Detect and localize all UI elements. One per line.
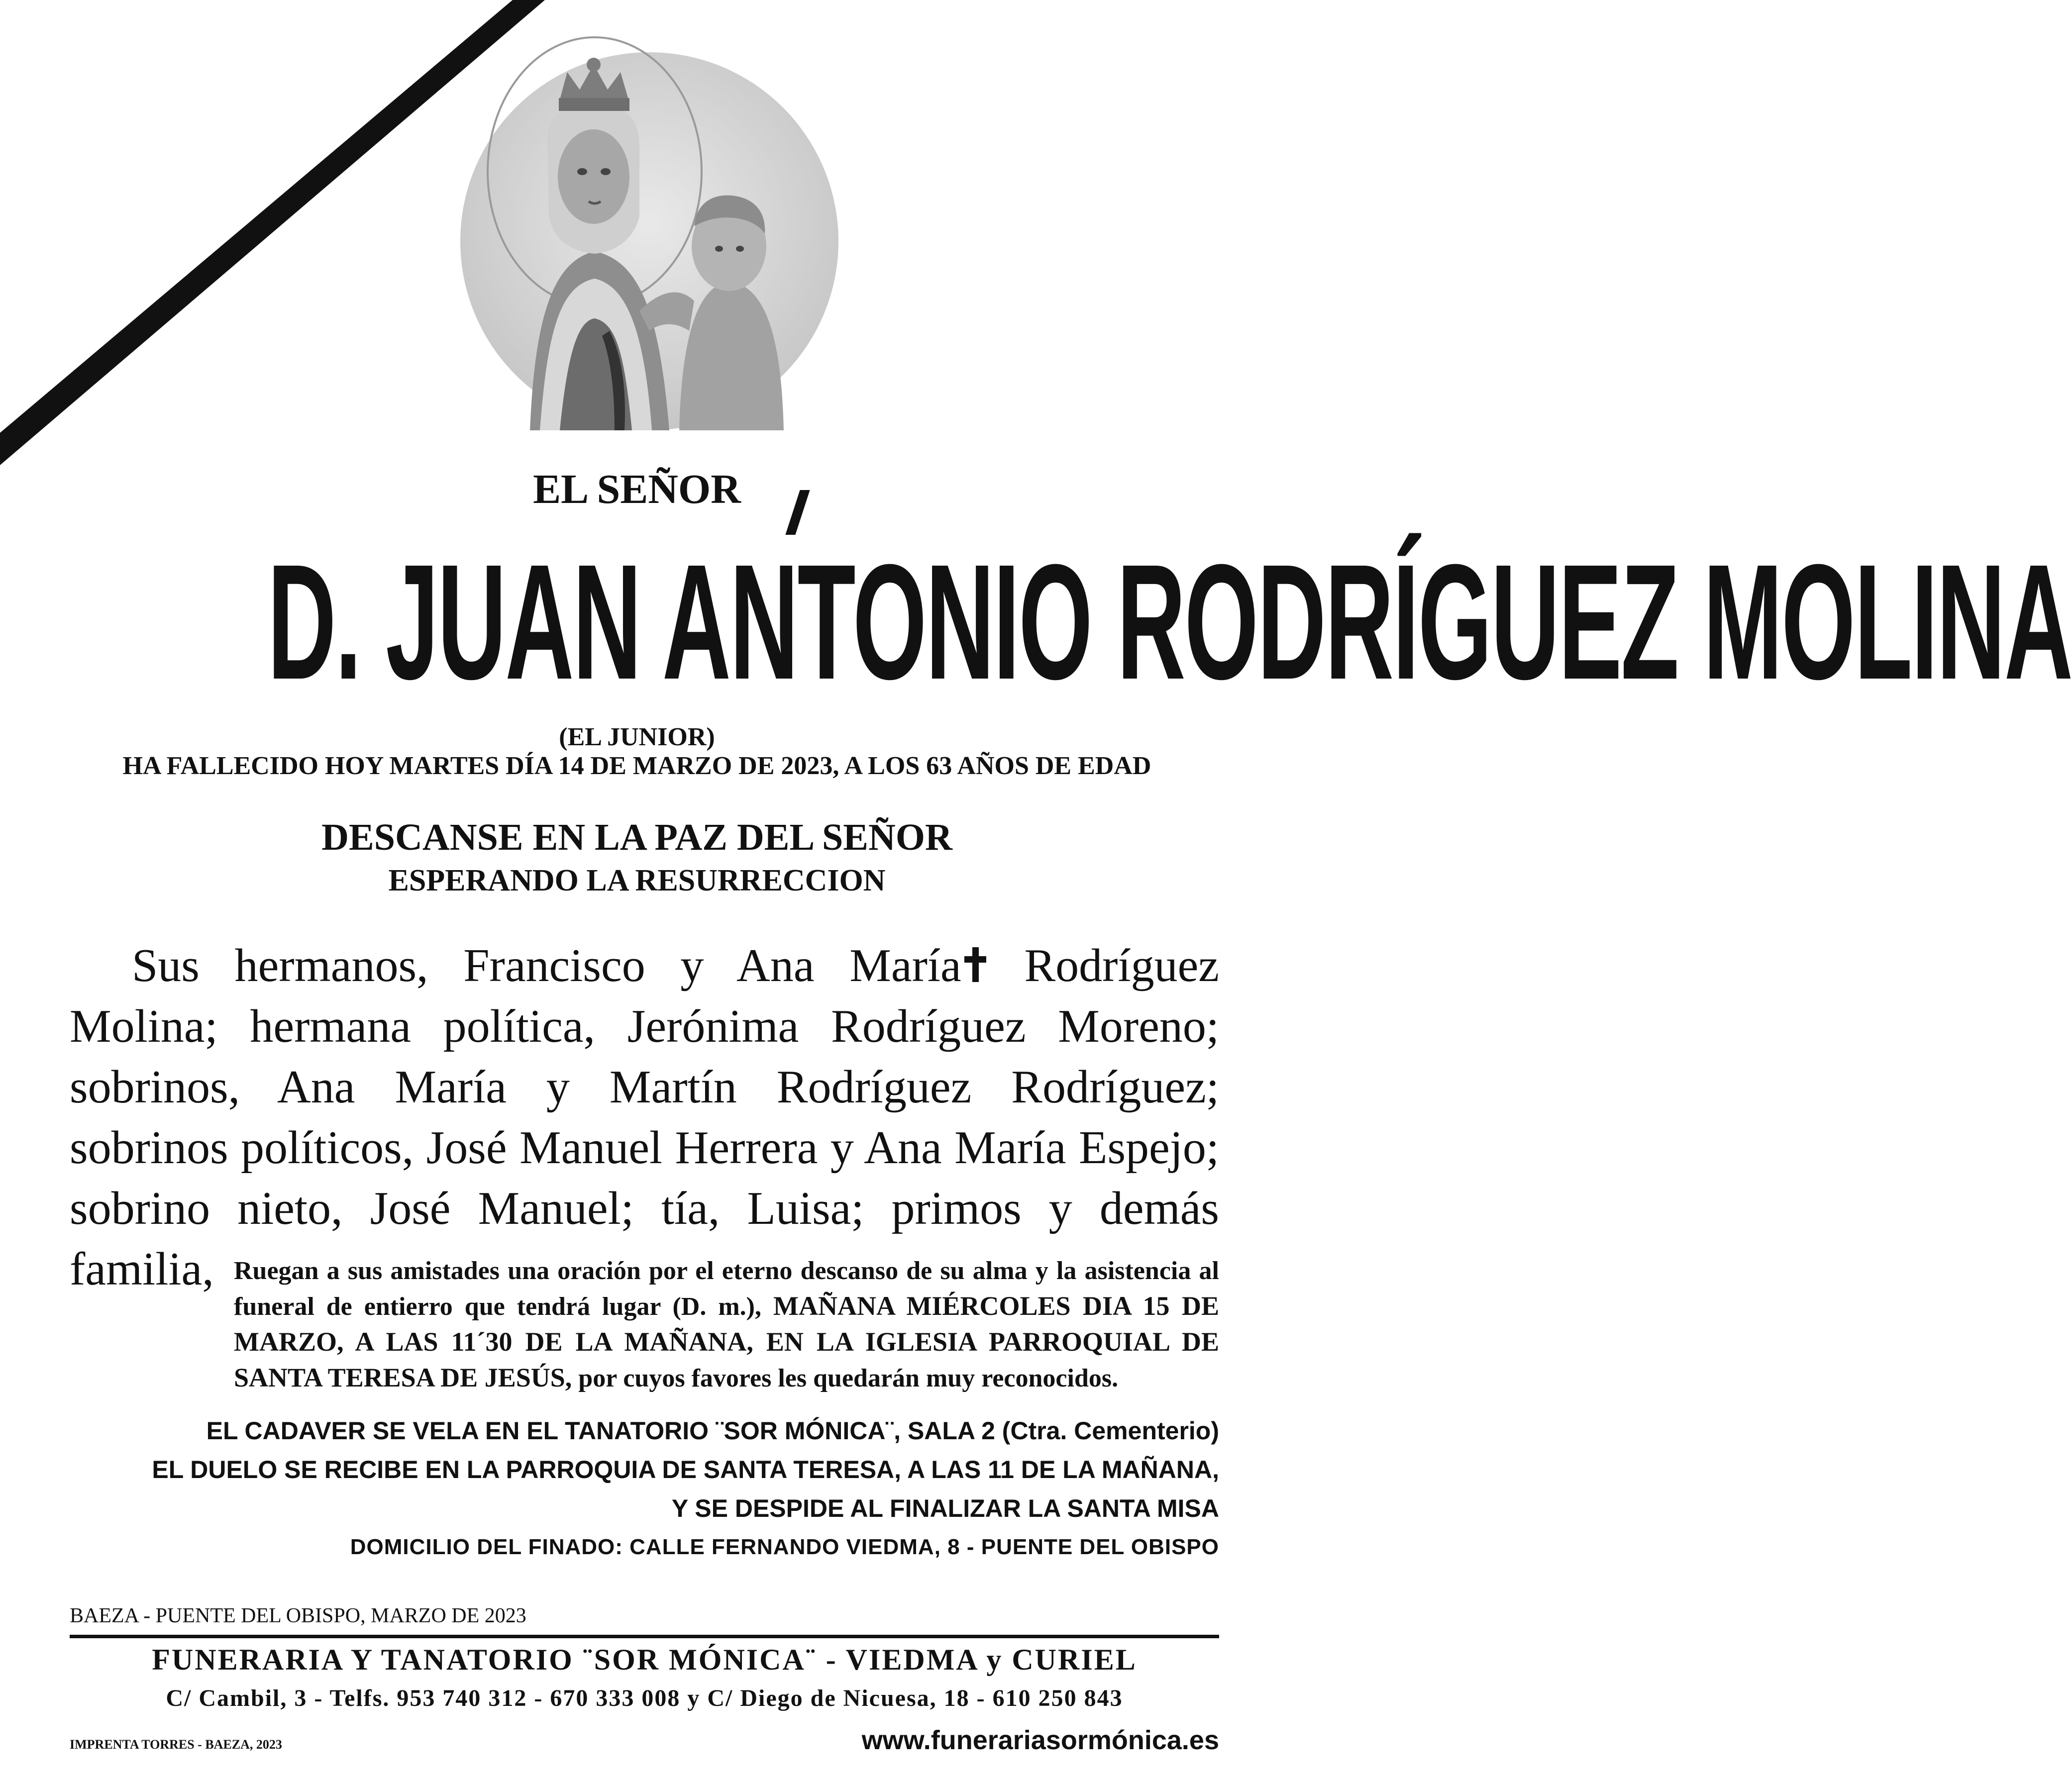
farewell-info: Y SE DESPIDE AL FINALIZAR LA SANTA MISA	[671, 1494, 1219, 1522]
footer-divider	[70, 1635, 1219, 1638]
prayer-line-1: DESCANSE EN LA PAZ DEL SEÑOR	[321, 816, 952, 858]
nickname: (EL JUNIOR)	[559, 723, 715, 751]
virgin-and-child-statue-icon	[460, 52, 838, 430]
deceased-address: DOMICILIO DEL FINADO: CALLE FERNANDO VIEDMA, 8 - PUENTE DEL OBISPO	[350, 1535, 1219, 1559]
family-paragraph	[70, 935, 1219, 1299]
funeral-home-contact: C/ Cambil, 3 - Telfs. 953 740 312 - 670 333 008 y C/ Diego de Nicuesa, 18 - 610 250 843	[166, 1685, 1123, 1711]
printer-credit: IMPRENTA TORRES - BAEZA, 2023	[70, 1737, 282, 1752]
honorific-title: EL SEÑOR	[533, 466, 741, 512]
request-text-part1: Ruegan a sus amistades una oración por el eterno descanso de su alma y la asistencia al funeral de entierro que tendrá lugar (D. m.),	[234, 1257, 1219, 1321]
funeral-home-name: FUNERARIA Y TANATORIO ¨SOR MÓNICA¨ - VIEDMA y CURIEL	[152, 1643, 1137, 1676]
request-text-part3: por cuyos favores les quedarán muy reconocidos.	[578, 1364, 1119, 1392]
prayer-line-2: ESPERANDO LA RESURRECCION	[388, 864, 886, 897]
deceased-name: D. JUAN ANTONIO RODRÍGUEZ MOLINA	[267, 530, 2072, 713]
condolence-info: EL DUELO SE RECIBE EN LA PARROQUIA DE SANTA TERESA, A LAS 11 DE LA MAÑANA,	[152, 1456, 1219, 1484]
website-link[interactable]: www.funerariasormónica.es	[861, 1725, 1219, 1755]
wake-location: EL CADAVER SE VELA EN EL TANATORIO ¨SOR MÓNICA¨, SALA 2 (Ctra. Cementerio)	[206, 1417, 1219, 1445]
latin-cross-icon	[964, 947, 986, 982]
virgin-and-child-photo	[460, 52, 838, 430]
funeral-details: MAÑANA MIÉRCOLES DIA 15 DE MARZO, A LAS 11´30 DE LA MAÑANA, EN LA IGLESIA PARROQUIAL DE SANTA TERESA DE JESÚS,	[234, 1291, 1220, 1392]
family-text-part2: Rodríguez Molina; hermana política, Jerónima Rodríguez Moreno; sobrinos, Ana María y Martín Rodríguez Rodríguez; sobrinos políticos, José Manuel Herrera y Ana María Espejo; sobrino nieto, José Manuel; tía, Luisa; primos y demás familia,	[70, 940, 1220, 1295]
place-date: BAEZA - PUENTE DEL OBISPO, MARZO DE 2023	[70, 1604, 526, 1627]
death-notice: HA FALLECIDO HOY MARTES DÍA 14 DE MARZO DE 2023, A LOS 63 AÑOS DE EDAD	[122, 752, 1151, 780]
request-paragraph	[234, 1254, 1219, 1396]
family-text-part1: Sus hermanos, Francisco y Ana María	[132, 940, 961, 991]
